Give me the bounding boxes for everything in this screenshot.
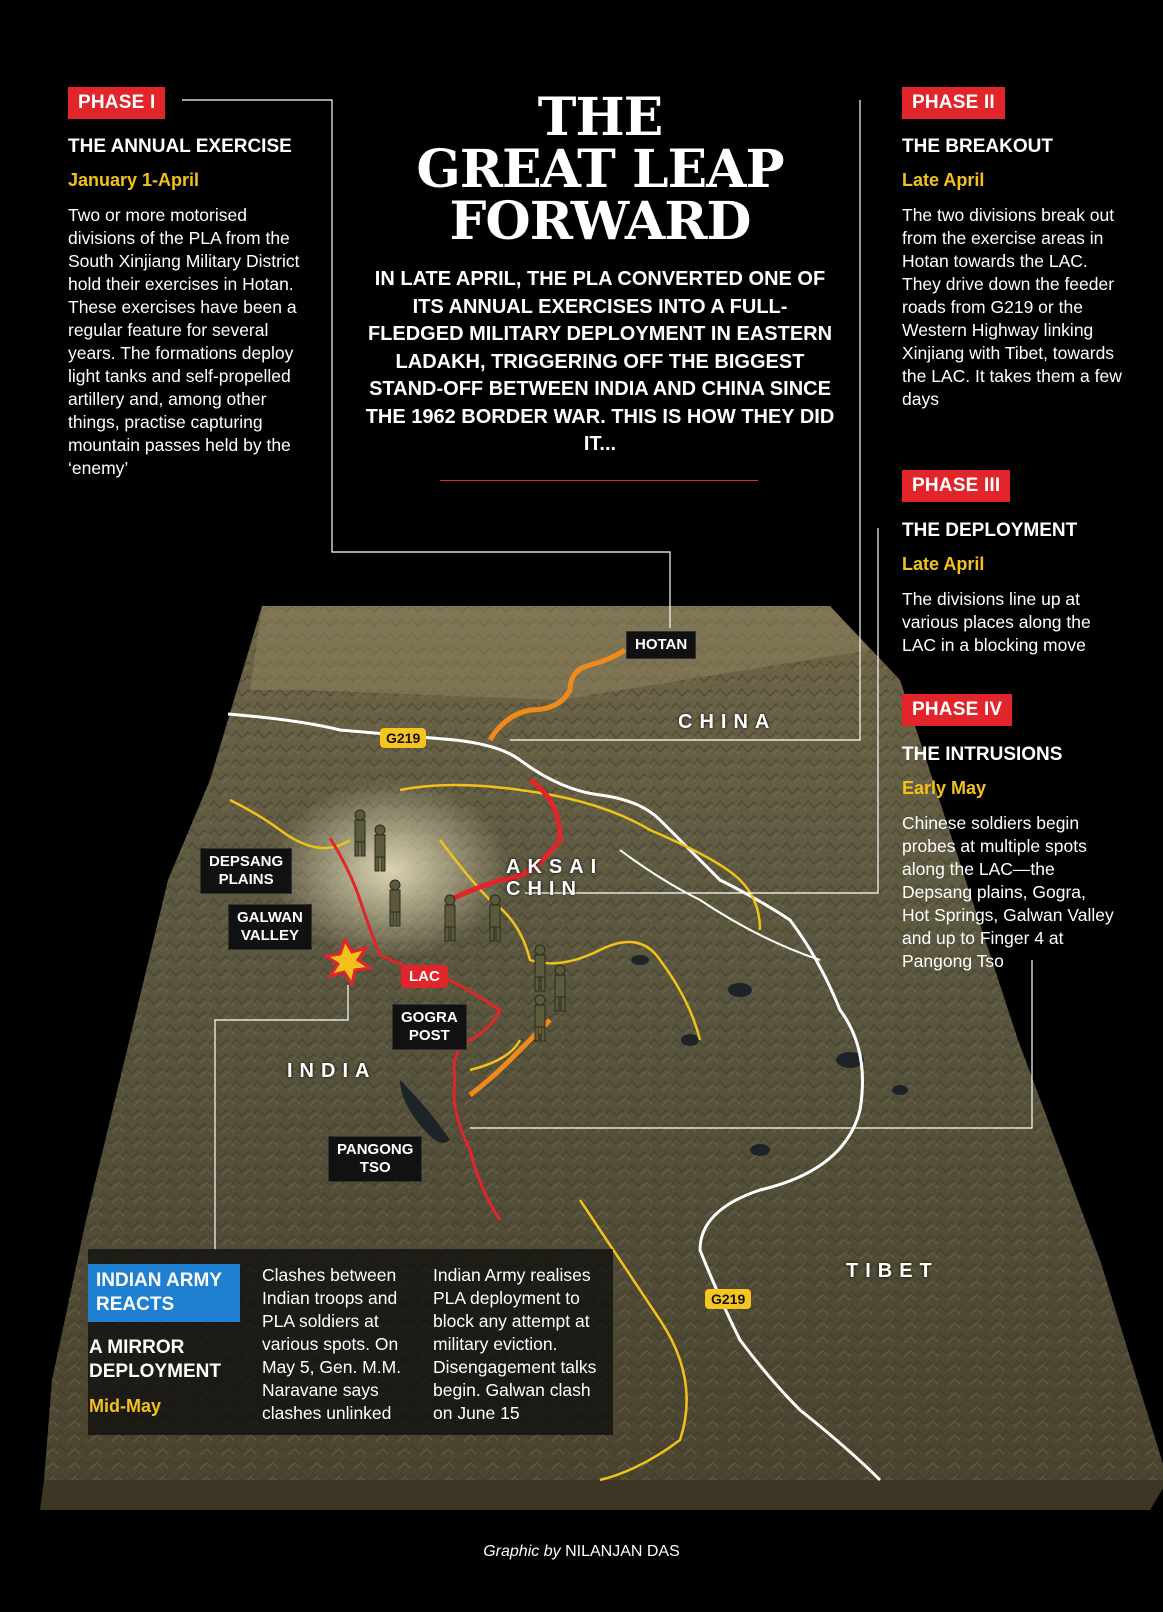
phase-4-title: THE INTRUSIONS	[902, 744, 1063, 765]
india-reacts-badge-line-1: INDIAN ARMY	[96, 1270, 222, 1291]
place-label-pangong	[328, 1136, 422, 1182]
india-reacts-col-2: Indian Army realises PLA deployment to block any attempt at military eviction. Disengagement talks begin. Galwan clash on June 15	[433, 1265, 597, 1423]
lac-label: LAC	[401, 965, 448, 988]
region-aksai-line-1: AKSAI	[506, 856, 604, 878]
phase-4-badge: PHASE IV	[902, 694, 1012, 726]
credit-prefix: Graphic by	[483, 1543, 561, 1560]
phase-4-body: Chinese soldiers begin probes at multiple spots along the LAC—the Depsang plains, Gogra, Hot Springs, Galwan Valley and up to Finger 4 at Pangong Tso	[902, 813, 1114, 971]
india-reacts-title-line-1: A MIRROR	[89, 1337, 185, 1358]
place-label-pangong-line-1: PANGONG	[337, 1141, 414, 1158]
india-reacts-badge-line-2: REACTS	[96, 1294, 175, 1315]
phase-3-body: The divisions line up at various places along the LAC in a blocking move	[902, 589, 1091, 655]
phase-3-date: Late April	[902, 554, 985, 574]
road-g219-bottom: G219	[705, 1289, 751, 1309]
place-label-gogra-line-1: GOGRA	[401, 1009, 458, 1026]
place-label-hotan: HOTAN	[626, 631, 696, 659]
region-china: CHINA	[678, 711, 777, 733]
india-reacts-title	[89, 1336, 221, 1384]
place-label-depsang-line-1: DEPSANG	[209, 853, 284, 870]
place-label-pangong-line-2: TSO	[359, 1159, 391, 1176]
credit-name: NILANJAN DAS	[565, 1543, 680, 1560]
india-reacts-title-line-2: DEPLOYMENT	[89, 1361, 221, 1382]
place-label-galwan-line-2: VALLEY	[240, 927, 299, 944]
phase-1-body: Two or more motorised divisions of the PLA from the South Xinjiang Military District hold their exercises in Hotan. These exercises have been a regular feature for several years. The formations deploy light tanks and self-propelled artillery and, among other things, practise capturing mountain passes held by the ‘enemy’	[68, 205, 300, 478]
region-aksai-line-2: CHIN	[506, 878, 583, 900]
place-label-depsang	[200, 848, 292, 894]
region-aksai-chin	[506, 856, 603, 900]
phase-2-badge: PHASE II	[902, 87, 1005, 119]
place-label-depsang-line-2: PLAINS	[218, 871, 274, 888]
headline-line-1: THE	[537, 87, 663, 148]
phase-2-title: THE BREAKOUT	[902, 136, 1053, 157]
intro-text: IN LATE APRIL, THE PLA CONVERTED ONE OF ITS ANNUAL EXERCISES INTO A FULL-FLEDGED MILITARY DEPLOYMENT IN EASTERN LADAKH, TRIGGERING OFF THE BIGGEST STAND-OFF BETWEEN INDIA AND CHINA SINCE THE 1962 BORDER WAR. THIS IS HOW THEY DID IT...	[365, 268, 835, 455]
intro-rule	[440, 480, 758, 481]
phase-3-badge: PHASE III	[902, 470, 1010, 502]
graphic-credit	[0, 1543, 1163, 1561]
place-label-galwan-line-1: GALWAN	[237, 909, 303, 926]
road-g219-top: G219	[380, 728, 426, 748]
india-reacts-badge	[88, 1264, 240, 1322]
headline-line-3: FORWARD	[449, 191, 751, 252]
india-reacts-col-1: Clashes between Indian troops and PLA soldiers at various spots. On May 5, Gen. M.M. Naravane says clashes unlinked	[262, 1265, 402, 1423]
phase-1-badge: PHASE I	[68, 87, 165, 119]
region-india: INDIA	[287, 1060, 377, 1082]
headline	[400, 87, 800, 252]
phase-4-date: Early May	[902, 778, 987, 798]
india-reacts-date: Mid-May	[89, 1396, 161, 1416]
phase-1-title: THE ANNUAL EXERCISE	[68, 136, 292, 157]
place-label-galwan	[228, 904, 312, 950]
phase-2-body: The two divisions break out from the exercise areas in Hotan towards the LAC. They drive down the feeder roads from G219 or the Western Highway linking Xinjiang with Tibet, towards the LAC. It takes them a few days	[902, 205, 1122, 409]
region-tibet: TIBET	[846, 1260, 939, 1282]
phase-2-date: Late April	[902, 170, 985, 190]
headline-line-2: GREAT LEAP	[416, 139, 784, 200]
place-label-gogra-line-2: POST	[408, 1027, 450, 1044]
place-label-gogra	[392, 1004, 467, 1050]
phase-1-date: January 1-April	[68, 170, 200, 190]
phase-3-title: THE DEPLOYMENT	[902, 520, 1078, 541]
